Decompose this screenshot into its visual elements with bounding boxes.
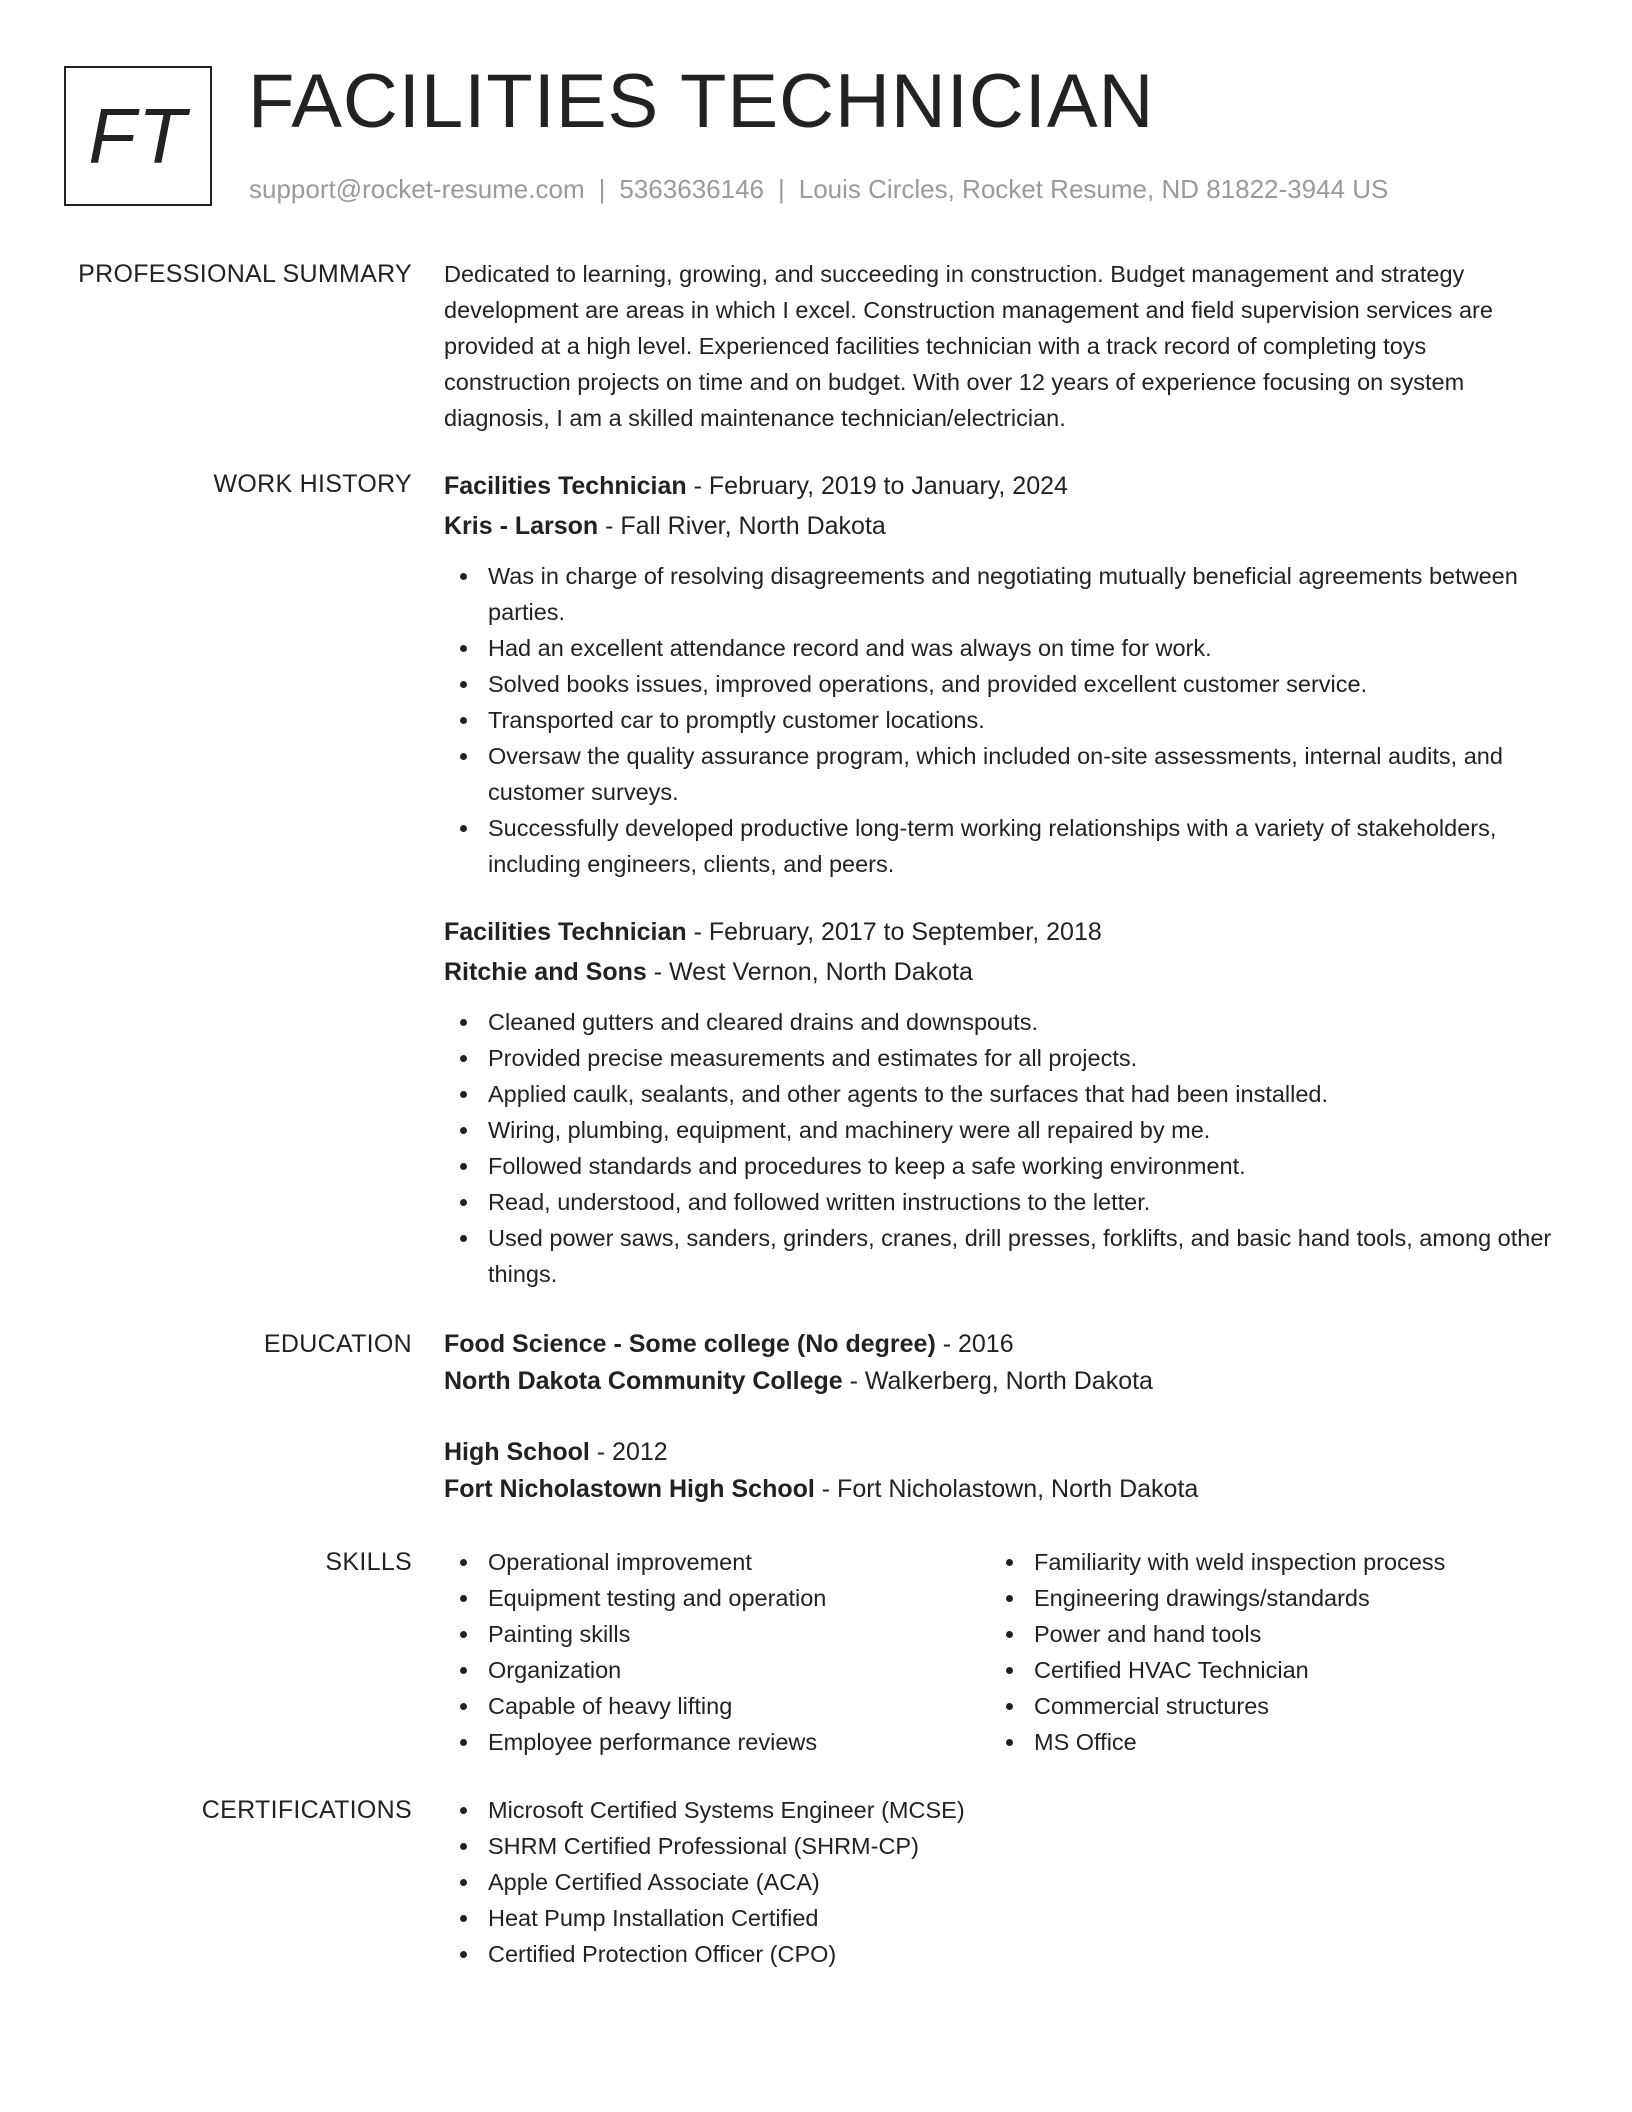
skill-item: Certified HVAC Technician <box>990 1652 1536 1688</box>
education-degree: Food Science - Some college (No degree) <box>444 1330 936 1358</box>
job-bullet: Had an excellent attendance record and was always on time for work. <box>444 630 1554 666</box>
skills-body <box>444 1544 1554 1760</box>
section-label-work-history: WORK HISTORY <box>213 470 412 498</box>
contact-email: support@rocket-resume.com <box>249 174 585 204</box>
job-bullet: Solved books issues, improved operations, and provided excellent customer service. <box>444 666 1554 702</box>
certification-item: SHRM Certified Professional (SHRM-CP) <box>444 1828 1554 1864</box>
monogram-box <box>64 66 212 206</box>
skill-item: Equipment testing and operation <box>444 1580 990 1616</box>
job-bullet: Used power saws, sanders, grinders, cranes, drill presses, forklifts, and basic hand tools, among other things. <box>444 1220 1554 1292</box>
skill-item: MS Office <box>990 1724 1536 1760</box>
contact-separator: | <box>598 174 606 204</box>
certification-item: Microsoft Certified Systems Engineer (MCSE) <box>444 1792 1554 1828</box>
education-degree-line <box>444 1326 1554 1363</box>
education-entry <box>444 1434 1554 1508</box>
job-title-line <box>444 912 1554 952</box>
certifications-body <box>444 1792 1554 1972</box>
job-bullet: Read, understood, and followed written instructions to the letter. <box>444 1184 1554 1220</box>
job-bullet: Oversaw the quality assurance program, which included on-site assessments, internal audits, and customer surveys. <box>444 738 1554 810</box>
section-label-skills: SKILLS <box>325 1548 412 1576</box>
certification-item: Heat Pump Installation Certified <box>444 1900 1554 1936</box>
skill-item: Commercial structures <box>990 1688 1536 1724</box>
skill-item: Familiarity with weld inspection process <box>990 1544 1536 1580</box>
summary-text: Dedicated to learning, growing, and succeeding in construction. Budget management and strategy development are areas in which I excel. Construction management and field supervision services are provided at a high level. Experienced facilities technician with a track record of completing toys construction projects on time and on budget. With over 12 years of experience focusing on system diagnosis, I am a skilled maintenance technician/electrician. <box>444 261 1493 431</box>
contact-separator: | <box>778 174 785 204</box>
certifications-list <box>444 1792 1554 1972</box>
resume-title: FACILITIES TECHNICIAN <box>248 59 1155 144</box>
job-dates: - February, 2017 to September, 2018 <box>686 918 1102 946</box>
job-dates: - February, 2019 to January, 2024 <box>686 472 1068 500</box>
education-location: - Walkerberg, North Dakota <box>842 1367 1153 1395</box>
contact-phone: 5363636146 <box>619 174 764 204</box>
section-label-summary: PROFESSIONAL SUMMARY <box>78 260 412 288</box>
summary-body <box>444 256 1554 436</box>
skill-item: Employee performance reviews <box>444 1724 990 1760</box>
monogram-initials: FT <box>88 92 188 180</box>
job-bullet: Applied caulk, sealants, and other agents to the surfaces that had been installed. <box>444 1076 1554 1112</box>
work-history-body <box>444 466 1554 1292</box>
job-bullet: Successfully developed productive long-term working relationships with a variety of stakeholders, including engineers, clients, and peers. <box>444 810 1554 882</box>
section-label-certifications: CERTIFICATIONS <box>201 1796 412 1824</box>
job-title: Facilities Technician <box>444 918 687 946</box>
education-body <box>444 1326 1554 1508</box>
section-label-education: EDUCATION <box>263 1330 412 1358</box>
job-title: Facilities Technician <box>444 472 687 500</box>
job-bullet: Cleaned gutters and cleared drains and downspouts. <box>444 1004 1554 1040</box>
job-bullet: Wiring, plumbing, equipment, and machinery were all repaired by me. <box>444 1112 1554 1148</box>
education-school: Fort Nicholastown High School <box>444 1475 815 1503</box>
job-bullet: Followed standards and procedures to keep a safe working environment. <box>444 1148 1554 1184</box>
education-year: - 2016 <box>935 1330 1014 1358</box>
skill-item: Capable of heavy lifting <box>444 1688 990 1724</box>
job-bullet: Was in charge of resolving disagreements and negotiating mutually beneficial agreements between parties. <box>444 558 1554 630</box>
job-location: - Fall River, North Dakota <box>598 512 886 540</box>
job-location: - West Vernon, North Dakota <box>646 958 973 986</box>
skills-columns <box>444 1544 1554 1760</box>
education-school-line <box>444 1363 1554 1400</box>
skills-list-left <box>444 1544 990 1760</box>
contact-address: Louis Circles, Rocket Resume, ND 81822-3944 US <box>798 174 1389 204</box>
education-year: - 2012 <box>589 1438 668 1466</box>
skill-item: Painting skills <box>444 1616 990 1652</box>
skill-item: Power and hand tools <box>990 1616 1536 1652</box>
education-school: North Dakota Community College <box>444 1367 843 1395</box>
skill-item: Operational improvement <box>444 1544 990 1580</box>
job-company-line <box>444 506 1554 546</box>
job-company-line <box>444 952 1554 992</box>
certification-item: Apple Certified Associate (ACA) <box>444 1864 1554 1900</box>
contact-line <box>249 172 1388 206</box>
job-entry <box>444 912 1554 1292</box>
skills-list-right <box>990 1544 1536 1760</box>
job-title-line <box>444 466 1554 506</box>
skill-item: Engineering drawings/standards <box>990 1580 1536 1616</box>
education-location: - Fort Nicholastown, North Dakota <box>814 1475 1199 1503</box>
education-entry <box>444 1326 1554 1400</box>
job-company: Kris - Larson <box>444 512 599 540</box>
education-degree-line <box>444 1434 1554 1471</box>
job-bullets <box>444 1004 1554 1292</box>
job-bullet: Transported car to promptly customer locations. <box>444 702 1554 738</box>
job-bullets <box>444 558 1554 882</box>
education-school-line <box>444 1471 1554 1508</box>
education-degree: High School <box>444 1438 590 1466</box>
skill-item: Organization <box>444 1652 990 1688</box>
job-company: Ritchie and Sons <box>444 958 647 986</box>
job-bullet: Provided precise measurements and estimates for all projects. <box>444 1040 1554 1076</box>
certification-item: Certified Protection Officer (CPO) <box>444 1936 1554 1972</box>
job-entry <box>444 466 1554 882</box>
